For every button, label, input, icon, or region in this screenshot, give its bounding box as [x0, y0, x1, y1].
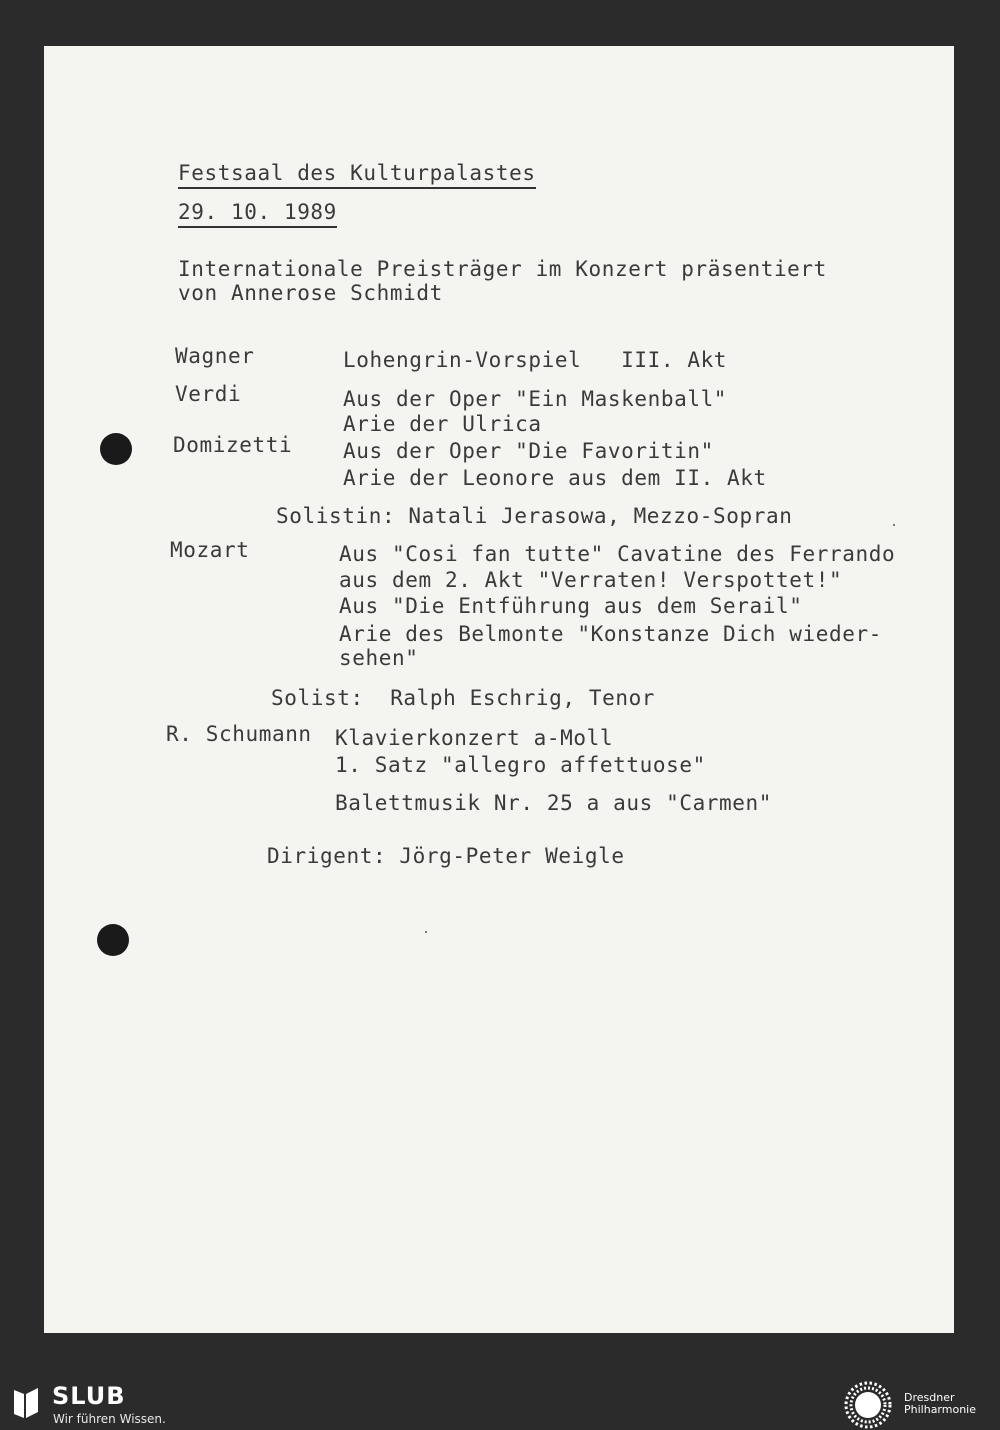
work-line: Aus der Oper "Die Favoritin" — [343, 439, 714, 463]
slub-logo-icon — [12, 1386, 40, 1420]
venue-heading: Festsaal des Kulturpalastes — [178, 160, 536, 189]
work-line: 1. Satz "allegro affettuose" — [335, 753, 706, 777]
concert-date: 29. 10. 1989 — [178, 199, 337, 228]
composer-mozart: Mozart — [170, 538, 250, 562]
work-line: sehen" — [339, 646, 419, 670]
work-line: Aus der Oper "Ein Maskenball" — [343, 387, 728, 411]
composer-domizetti: Domizetti — [173, 433, 293, 457]
intro-line-2: von Annerose Schmidt — [178, 281, 443, 305]
philharmonie-line-2: Philharmonie — [904, 1403, 976, 1416]
philharmonie-logo-icon — [840, 1380, 896, 1430]
paper-speck — [425, 931, 427, 933]
footer-bar — [0, 1378, 1000, 1429]
slub-tagline: Wir führen Wissen. — [53, 1412, 166, 1426]
philharmonie-name — [904, 1392, 976, 1416]
slub-name: SLUB — [52, 1382, 126, 1410]
work-line: Aus "Cosi fan tutte" Cavatine des Ferrando — [339, 542, 896, 566]
composer-wagner: Wagner — [175, 344, 255, 368]
ballet-music-line: Balettmusik Nr. 25 a aus "Carmen" — [335, 791, 773, 815]
work-line: Arie der Leonore aus dem II. Akt — [343, 466, 767, 490]
soloist-female: Solistin: Natali Jerasowa, Mezzo-Sopran — [276, 504, 793, 528]
punch-hole-top — [100, 433, 132, 465]
conductor-line: Dirigent: Jörg-Peter Weigle — [267, 844, 625, 868]
soloist-male: Solist: Ralph Eschrig, Tenor — [271, 686, 656, 710]
philharmonie-line-1: Dresdner — [904, 1391, 955, 1404]
work-line: aus dem 2. Akt "Verraten! Verspottet!" — [339, 568, 843, 592]
work-line: Arie des Belmonte "Konstanze Dich wieder- — [339, 622, 882, 646]
paper-speck — [893, 524, 895, 526]
work-line: Klavierkonzert a-Moll — [335, 726, 614, 750]
work-line: Aus "Die Entführung aus dem Serail" — [339, 594, 803, 618]
work-line: Lohengrin-Vorspiel III. Akt — [343, 348, 728, 372]
intro-line-1: Internationale Preisträger im Konzert präsentiert — [178, 257, 827, 281]
composer-verdi: Verdi — [175, 382, 242, 406]
composer-schumann: R. Schumann — [166, 722, 312, 746]
work-line: Arie der Ulrica — [343, 412, 542, 436]
punch-hole-bottom — [97, 924, 129, 956]
